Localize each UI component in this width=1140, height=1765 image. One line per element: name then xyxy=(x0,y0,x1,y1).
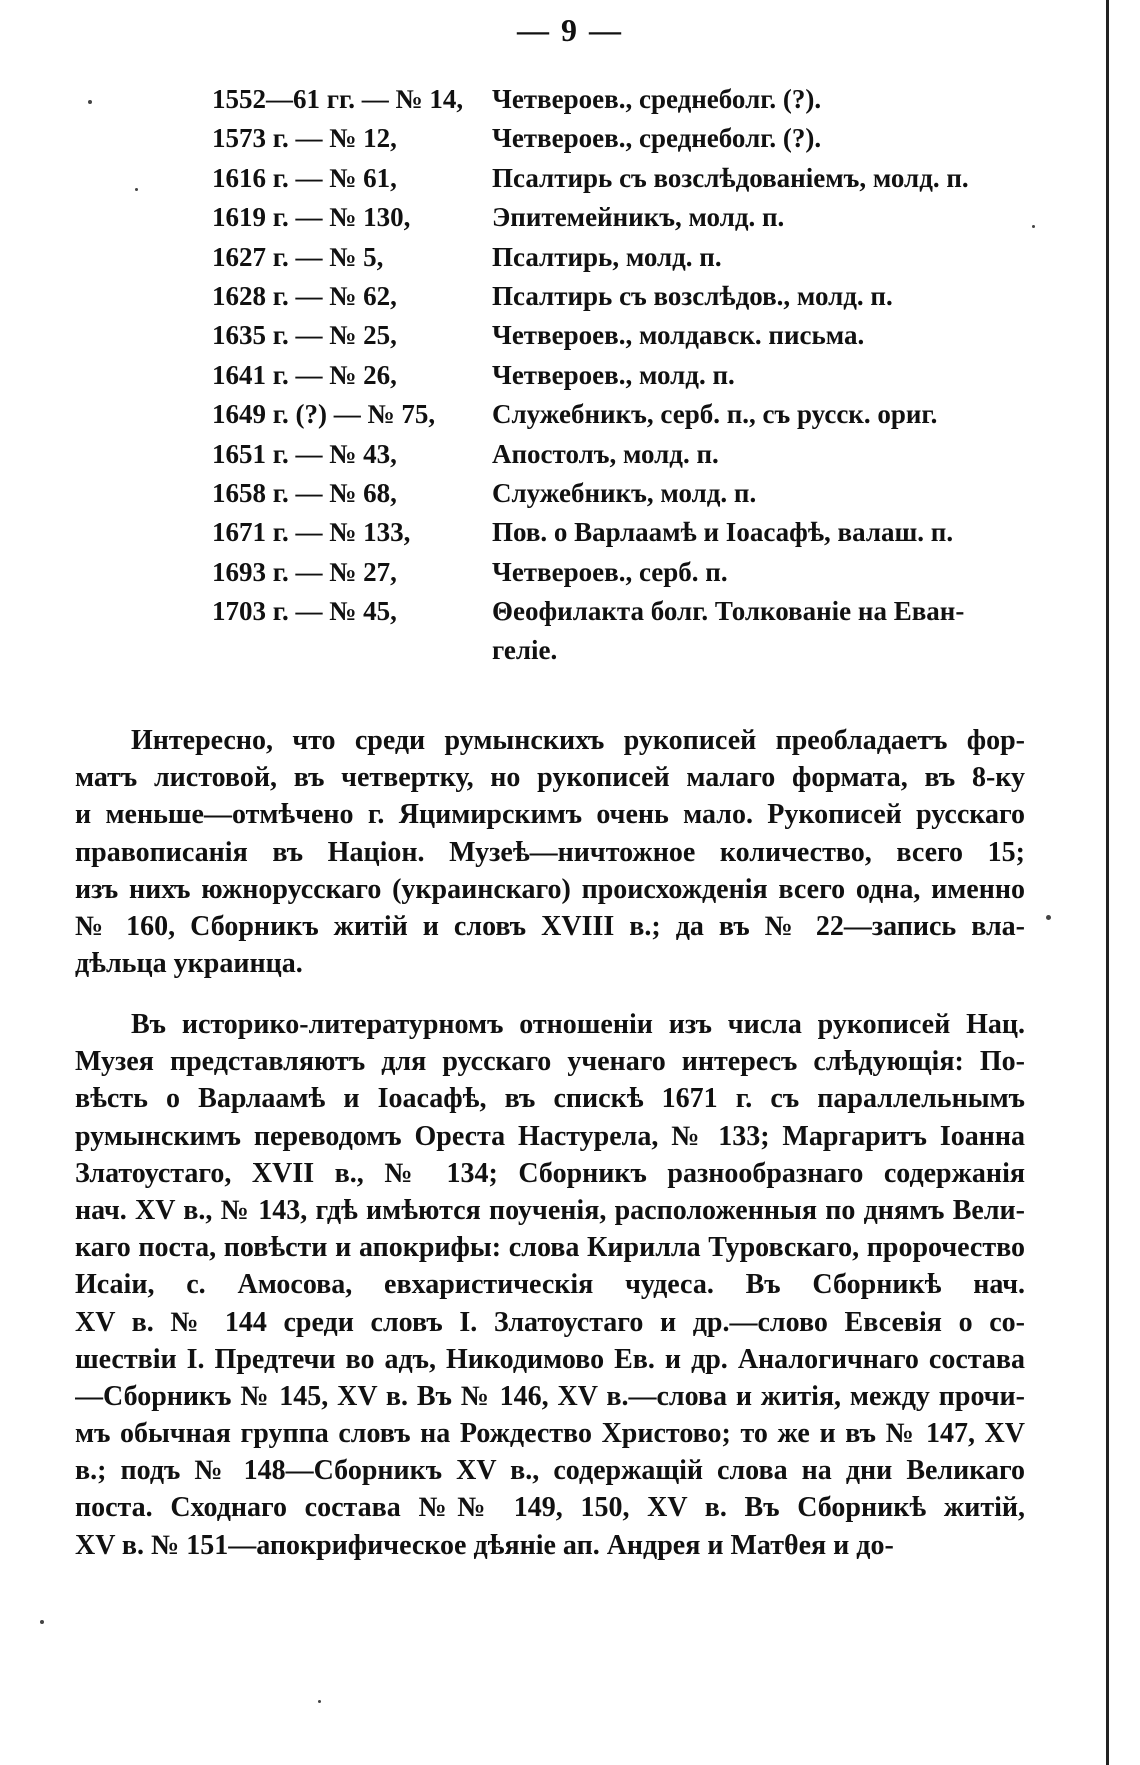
list-item xyxy=(212,474,1032,513)
list-item-date: 1616 г. — № 61, xyxy=(212,162,397,193)
list-item xyxy=(212,395,1032,434)
list-item-description: Четвероев., серб. п. xyxy=(492,556,728,587)
manuscript-list xyxy=(212,80,1032,671)
text-line: XV в. № 144 среди словъ І. Златоустаго и др.—слово Евсевія о со- xyxy=(75,1306,1025,1338)
paragraph-1 xyxy=(75,722,1025,982)
text-line: в.; подъ № 148—Сборникъ XV в., содержащій слова на дни Великаго xyxy=(75,1455,1025,1487)
list-item-date: 1552—61 гг. — № 14, xyxy=(212,84,464,114)
list-item xyxy=(212,238,1032,277)
text-line: матъ листовой, въ четвертку, но рукописей малаго формата, въ 8-ку xyxy=(75,762,1025,794)
text-line: Исаіи, с. Амосова, евхаристическія чудеса. Въ Сборникѣ нач. xyxy=(75,1269,1025,1301)
list-item xyxy=(212,277,1032,316)
list-item-description: Псалтирь, молд. п. xyxy=(492,241,722,272)
list-item xyxy=(212,198,1032,237)
list-item-description: Эпитемейникъ, молд. п. xyxy=(492,202,785,233)
list-item xyxy=(212,631,1032,670)
text-line: шествіи І. Предтечи во адъ, Никодимово Ев. и др. Аналогичнаго состава xyxy=(75,1343,1025,1375)
text-line: и меньше—отмѣчено г. Яцимирскимъ очень мало. Рукописей русскаго xyxy=(75,799,1025,831)
text-line: Златоустаго, XVII в., № 134; Сборникъ разнообразнаго содержанія xyxy=(75,1157,1025,1189)
page-number: — 9 — xyxy=(517,12,623,48)
list-item-description: Четвероев., молд. п. xyxy=(492,359,735,390)
text-line: правописанія въ Націон. Музеѣ—ничтожное количество, всего 15; xyxy=(75,836,1025,868)
text-line: Интересно, что среди румынскихъ рукописей преобладаетъ фор- xyxy=(131,725,1025,756)
text-line: Музея представляютъ для русскаго ученаго интересъ слѣдующія: По- xyxy=(75,1046,1025,1078)
list-item-description: Апостолъ, молд. п. xyxy=(492,438,719,469)
list-item-date: 1649 г. (?) — № 75, xyxy=(212,399,436,430)
list-item-description: Псалтирь съ возслѣдов., молд. п. xyxy=(492,280,893,311)
list-item xyxy=(212,316,1032,355)
list-item-description: Псалтирь съ возслѣдованіемъ, молд. п. xyxy=(492,162,969,193)
scan-speck xyxy=(1046,915,1051,920)
list-item-description: Служебникъ, серб. п., съ русск. ориг. xyxy=(492,399,938,430)
list-item-date: 1658 г. — № 68, xyxy=(212,477,397,508)
list-item-date: 1627 г. — № 5, xyxy=(212,241,384,272)
list-item-date: 1693 г. — № 27, xyxy=(212,556,397,587)
list-item-date: 1628 г. — № 62, xyxy=(212,280,397,311)
list-item-description: Θеофилакта болг. Толкованіе на Еван- xyxy=(492,596,965,627)
list-item-date: 1671 г. — № 133, xyxy=(212,517,411,548)
list-item-description: геліе. xyxy=(492,635,558,666)
text-line: каго поста, повѣсти и апокрифы: слова Кирилла Туровскаго, пророчество xyxy=(75,1232,1025,1264)
scan-speck xyxy=(88,100,92,104)
text-line: изъ нихъ южнорусскаго (украинскаго) происхожденія всего одна, именно xyxy=(75,873,1025,905)
list-item-description: Четвероев., молдавск. письма. xyxy=(492,320,865,351)
text-line: вѣсть о Варлаамѣ и Іоасафѣ, въ спискѣ 1671 г. съ параллельнымъ xyxy=(75,1083,1025,1115)
text-line: мъ обычная группа словъ на Рождество Христово; то же и въ № 147, XV xyxy=(75,1418,1025,1450)
scan-speck xyxy=(1032,225,1035,228)
list-item-description: Четвероев., среднеболг. (?). xyxy=(492,84,822,114)
list-item-date: 1641 г. — № 26, xyxy=(212,359,397,390)
list-item-description: Пов. о Варлаамѣ и Іоасафѣ, валаш. п. xyxy=(492,517,954,548)
list-item xyxy=(212,513,1032,552)
list-item xyxy=(212,356,1032,395)
list-item-date: 1651 г. — № 43, xyxy=(212,438,397,469)
paragraph-2 xyxy=(75,1006,1025,1564)
text-line: поста. Сходнаго состава №№ 149, 150, XV в. Въ Сборникѣ житій, xyxy=(75,1492,1025,1524)
scan-speck xyxy=(40,1620,44,1624)
text-line: нач. XV в., № 143, гдѣ имѣются поученія, расположенныя по днямъ Вели- xyxy=(75,1194,1025,1226)
list-item xyxy=(212,553,1032,592)
list-item xyxy=(212,80,1032,119)
page-edge-rule xyxy=(1106,0,1109,1765)
list-item xyxy=(212,159,1032,198)
text-line: № 160, Сборникъ житій и словъ XVIII в.; да въ № 22—запись вла- xyxy=(75,910,1025,942)
list-item-date: 1635 г. — № 25, xyxy=(212,320,397,351)
list-item xyxy=(212,435,1032,474)
list-item xyxy=(212,592,1032,631)
list-item-description: Служебникъ, молд. п. xyxy=(492,477,757,508)
text-line: —Сборникъ № 145, XV в. Въ № 146, XV в.—слова и житія, между прочи- xyxy=(75,1380,1025,1412)
list-item-date: 1619 г. — № 130, xyxy=(212,202,411,233)
text-line: румынскимъ переводомъ Ореста Настурела, № 133; Маргаритъ Іоанна xyxy=(75,1120,1025,1152)
scan-speck xyxy=(318,1700,321,1703)
text-line: Въ историко-литературномъ отношеніи изъ числа рукописей Нац. xyxy=(131,1009,1025,1040)
scan-speck xyxy=(135,188,138,191)
text-line: дѣльца украинца. xyxy=(75,948,303,980)
list-item-date: 1703 г. — № 45, xyxy=(212,596,397,627)
list-item xyxy=(212,119,1032,158)
text-line: XV в. № 151—апокрифическое дѣяніе ап. Андрея и Матθея и до- xyxy=(75,1529,894,1561)
list-item-date: 1573 г. — № 12, xyxy=(212,123,397,154)
list-item-description: Четвероев., среднеболг. (?). xyxy=(492,123,822,154)
